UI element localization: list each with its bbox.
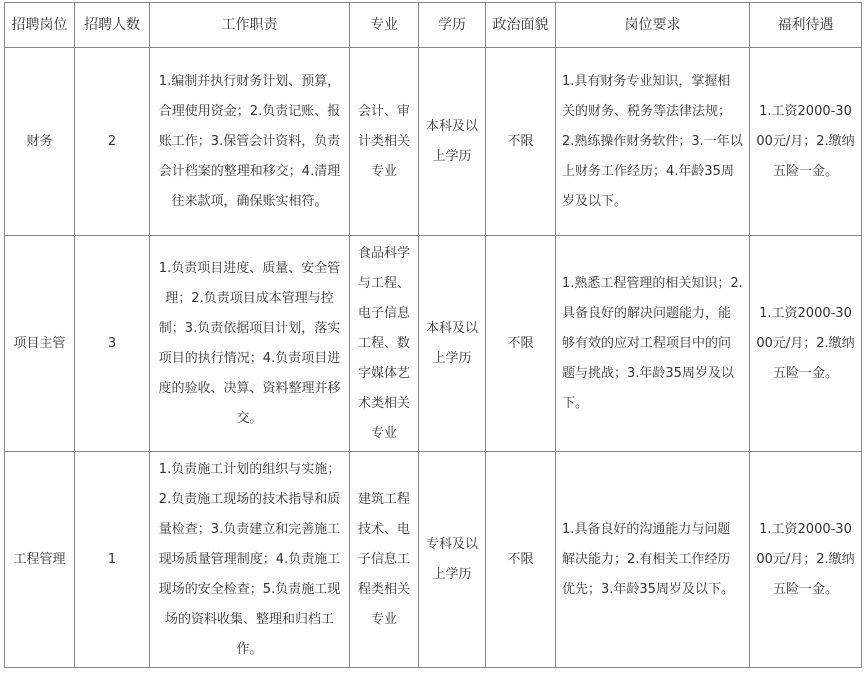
header-row bbox=[5, 3, 862, 48]
requirements-cell: 1.具备良好的沟通能力与问题解决能力；2.有相关工作经历优先；3.年龄35周岁及以下。 bbox=[556, 452, 750, 668]
duties-cell: 1.负责项目进度、质量、安全管理；2.负责项目成本管理与控制；3.负责依据项目计划，落实项目的执行情况；4.负责项目进度的验收、决算、资料整理并移交。 bbox=[150, 236, 350, 452]
duties-cell: 1.编制并执行财务计划、预算，合理使用资金；2.负责记账、报账工作；3.保管会计资料，负责会计档案的整理和移交；4.清理往来款项，确保账实相符。 bbox=[150, 48, 350, 236]
header-position: 招聘岗位 bbox=[5, 3, 75, 48]
major-cell: 会计、审计类相关专业 bbox=[350, 48, 419, 236]
header-duties: 工作职责 bbox=[150, 3, 350, 48]
politics-cell: 不限 bbox=[486, 236, 556, 452]
education-cell: 本科及以上学历 bbox=[419, 48, 486, 236]
count-cell: 3 bbox=[75, 236, 150, 452]
header-education: 学历 bbox=[419, 3, 486, 48]
major-cell: 食品科学与工程、电子信息工程、数字媒体艺术类相关专业 bbox=[350, 236, 419, 452]
header-major: 专业 bbox=[350, 3, 419, 48]
benefits-cell: 1.工资2000-3000元/月；2.缴纳五险一金。 bbox=[750, 48, 862, 236]
table-row bbox=[5, 236, 862, 452]
major-cell: 建筑工程技术、电子信息工程类相关专业 bbox=[350, 452, 419, 668]
requirements-cell: 1.具有财务专业知识，掌握相关的财务、税务等法律法规；2.熟练操作财务软件；3.一年以上财务工作经历；4.年龄35周岁及以下。 bbox=[556, 48, 750, 236]
position-cell: 项目主管 bbox=[5, 236, 75, 452]
politics-cell: 不限 bbox=[486, 452, 556, 668]
count-cell: 1 bbox=[75, 452, 150, 668]
position-cell: 工程管理 bbox=[5, 452, 75, 668]
header-benefits: 福利待遇 bbox=[750, 3, 862, 48]
education-cell: 专科及以上学历 bbox=[419, 452, 486, 668]
benefits-cell: 1.工资2000-3000元/月；2.缴纳五险一金。 bbox=[750, 452, 862, 668]
requirements-cell: 1.熟悉工程管理的相关知识；2.具备良好的解决问题能力，能够有效的应对工程项目中的问题与挑战；3.年龄35周岁及以下。 bbox=[556, 236, 750, 452]
header-count: 招聘人数 bbox=[75, 3, 150, 48]
header-requirements: 岗位要求 bbox=[556, 3, 750, 48]
education-cell: 本科及以上学历 bbox=[419, 236, 486, 452]
table-row bbox=[5, 452, 862, 668]
benefits-cell: 1.工资2000-3000元/月；2.缴纳五险一金。 bbox=[750, 236, 862, 452]
position-cell: 财务 bbox=[5, 48, 75, 236]
politics-cell: 不限 bbox=[486, 48, 556, 236]
header-politics: 政治面貌 bbox=[486, 3, 556, 48]
recruitment-table bbox=[4, 2, 862, 668]
table-row bbox=[5, 48, 862, 236]
duties-cell: 1.负责施工计划的组织与实施；2.负责施工现场的技术指导和质量检查；3.负责建立和完善施工现场质量管理制度；4.负责施工现场的安全检查；5.负责施工现场的资料收集、整理和归档工作。 bbox=[150, 452, 350, 668]
count-cell: 2 bbox=[75, 48, 150, 236]
